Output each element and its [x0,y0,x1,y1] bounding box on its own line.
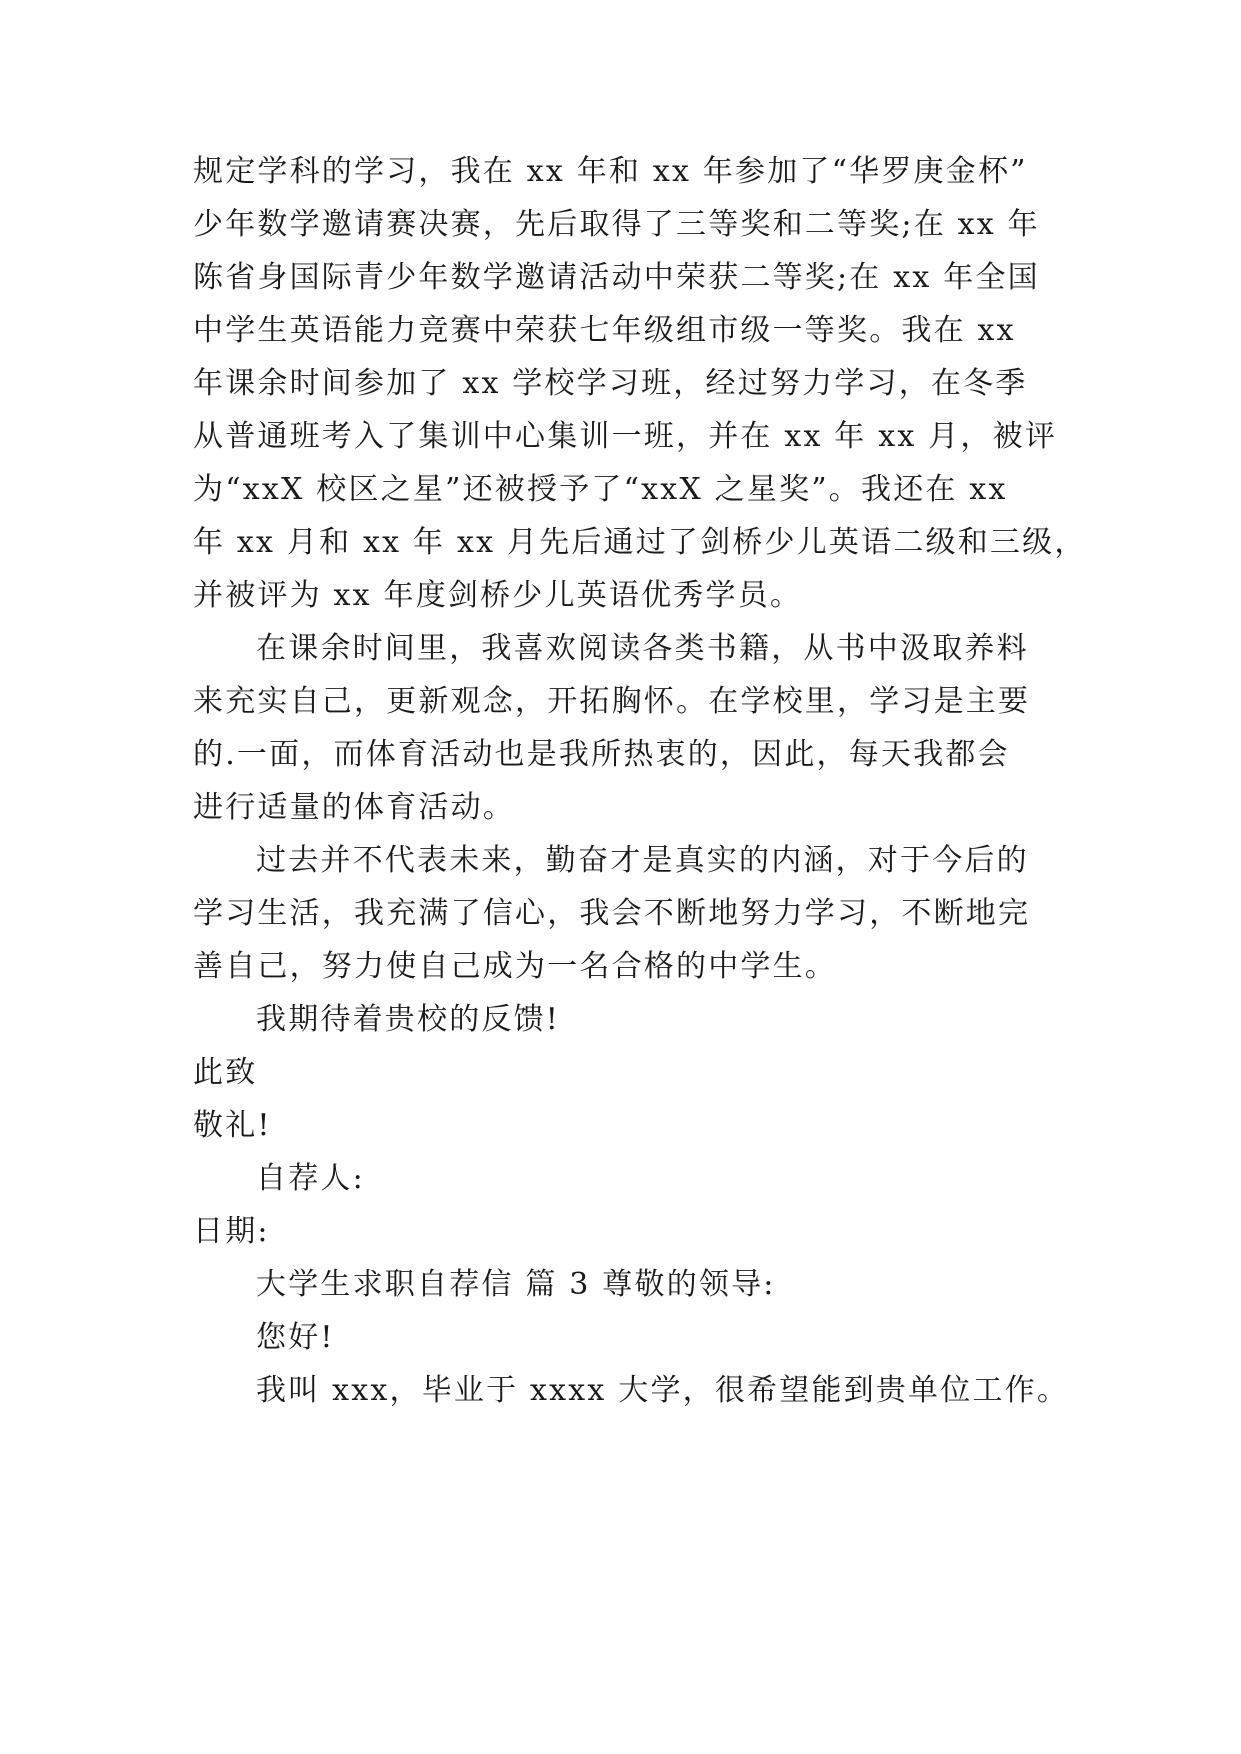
body-line: 中学生英语能力竞赛中荣获七年级组市级一等奖。我在 xx [193,313,1016,348]
body-line: 年 xx 月和 xx 年 xx 月先后通过了剑桥少儿英语二级和三级， [193,525,1087,560]
body-line: 学习生活，我充满了信心，我会不断地努力学习，不断地完 [193,896,1031,931]
date-line: 日期: [193,1214,270,1249]
paragraph-start-line: 在课余时间里，我喜欢阅读各类书籍，从书中汲取养料 [256,631,1029,666]
body-line: 并被评为 xx 年度剑桥少儿英语优秀学员。 [193,578,803,613]
body-line: 陈省身国际青少年数学邀请活动中荣获二等奖;在 xx 年全国 [193,260,1040,295]
signature-line: 自荐人: [256,1161,365,1196]
salutation-line: 敬礼! [193,1108,272,1143]
body-line: 的.一面，而体育活动也是我所热衷的，因此，每天我都会 [193,737,1010,772]
body-line: 善自己，努力使自己成为一名合格的中学生。 [193,949,837,984]
body-line: 我叫 xxx，毕业于 xxxx 大学，很希望能到贵单位工作。 [256,1373,1070,1408]
body-line: 来充实自己，更新观念，开拓胸怀。在学校里，学习是主要 [193,684,1031,719]
body-line: 从普通班考入了集训中心集训一班，并在 xx 年 xx 月，被评 [193,419,1058,454]
greeting-line: 您好! [256,1320,335,1355]
body-line: 为“xxX 校区之星”还被授予了“xxX 之星奖”。我还在 xx [193,472,1008,507]
body-line: 进行适量的体育活动。 [193,790,515,825]
body-line: 年课余时间参加了 xx 学校学习班，经过努力学习，在冬季 [193,366,1028,401]
body-line: 少年数学邀请赛决赛，先后取得了三等奖和二等奖;在 xx 年 [193,207,1040,242]
paragraph-start-line: 过去并不代表未来，勤奋才是真实的内涵，对于今后的 [256,843,1029,878]
closing-line: 我期待着贵校的反馈! [256,1002,561,1037]
body-line: 规定学科的学习，我在 xx 年和 xx 年参加了“华罗庚金杯” [193,154,1028,189]
section-heading: 大学生求职自荐信 篇 3 尊敬的领导: [256,1267,776,1302]
salutation-line: 此致 [193,1055,258,1090]
